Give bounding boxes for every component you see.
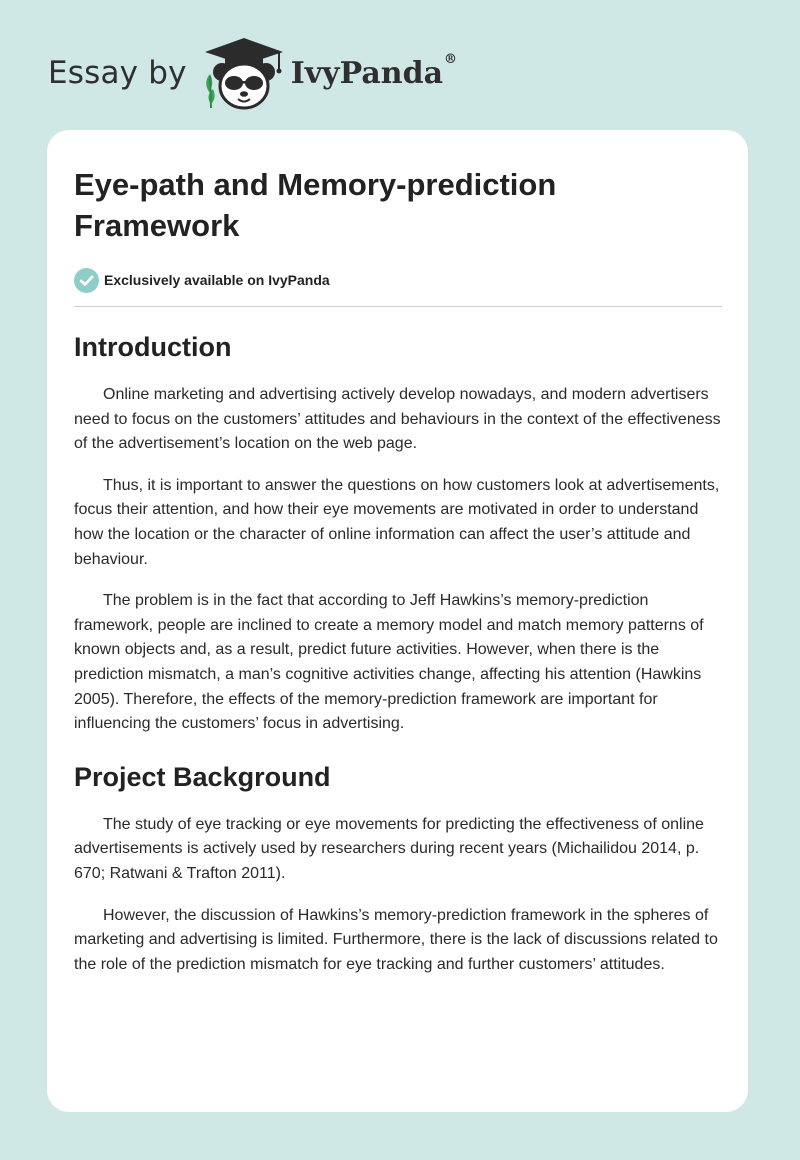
essay-card [47, 130, 748, 1112]
logo-prefix-text: Essay by [48, 54, 187, 91]
check-circle-icon [74, 268, 99, 293]
exclusive-badge [74, 266, 722, 294]
section-heading-introduction: Introduction [74, 332, 232, 362]
logo-brand-text: IvyPanda® [290, 52, 458, 91]
paragraph: Thus, it is important to answer the questions on how customers look at advertisements, focus their attention, and how their eye movements are motivated in order to understand how the location or the character of online information can affect the user’s attitude and behaviour. [74, 476, 720, 568]
panda-graduate-icon [201, 34, 287, 112]
exclusive-badge-text: Exclusively available on IvyPanda [104, 272, 330, 288]
section-body-introduction [74, 383, 722, 737]
paragraph: The study of eye tracking or eye movements for predicting the effectiveness of online advertisements is actively used by researchers during recent years (Michailidou 2014, p. 670; Ratwani & Trafton 2011). [74, 815, 704, 882]
paragraph: However, the discussion of Hawkins’s memory-prediction framework in the spheres of marketing and advertising is limited. Furthermore, there is the lack of discussions related to the role of the prediction mismatch for eye tracking and further customers’ attitudes. [74, 906, 718, 973]
paragraph: Online marketing and advertising actively develop nowadays, and modern advertisers need to focus on the customers’ attitudes and behaviours in the context of the effectiveness of the advertisement’s location on the web page. [74, 386, 721, 453]
site-logo[interactable] [48, 34, 457, 112]
section-body-project-background [74, 813, 722, 978]
title-divider [74, 306, 722, 307]
registered-mark: ® [444, 52, 458, 67]
section-heading-project-background: Project Background [74, 761, 331, 792]
paragraph: The problem is in the fact that according to Jeff Hawkins’s memory-prediction framework, people are inclined to create a memory model and match memory patterns of known objects and, as a result, predict future activities. However, when there is the prediction mismatch, a man’s cognitive activities change, affecting his attention (Hawkins 2005). Therefore, the effects of the memory-prediction framework are important for influencing the customers’ focus in advertising. [74, 592, 704, 733]
essay-title: Eye-path and Memory-prediction Framework [74, 167, 557, 243]
